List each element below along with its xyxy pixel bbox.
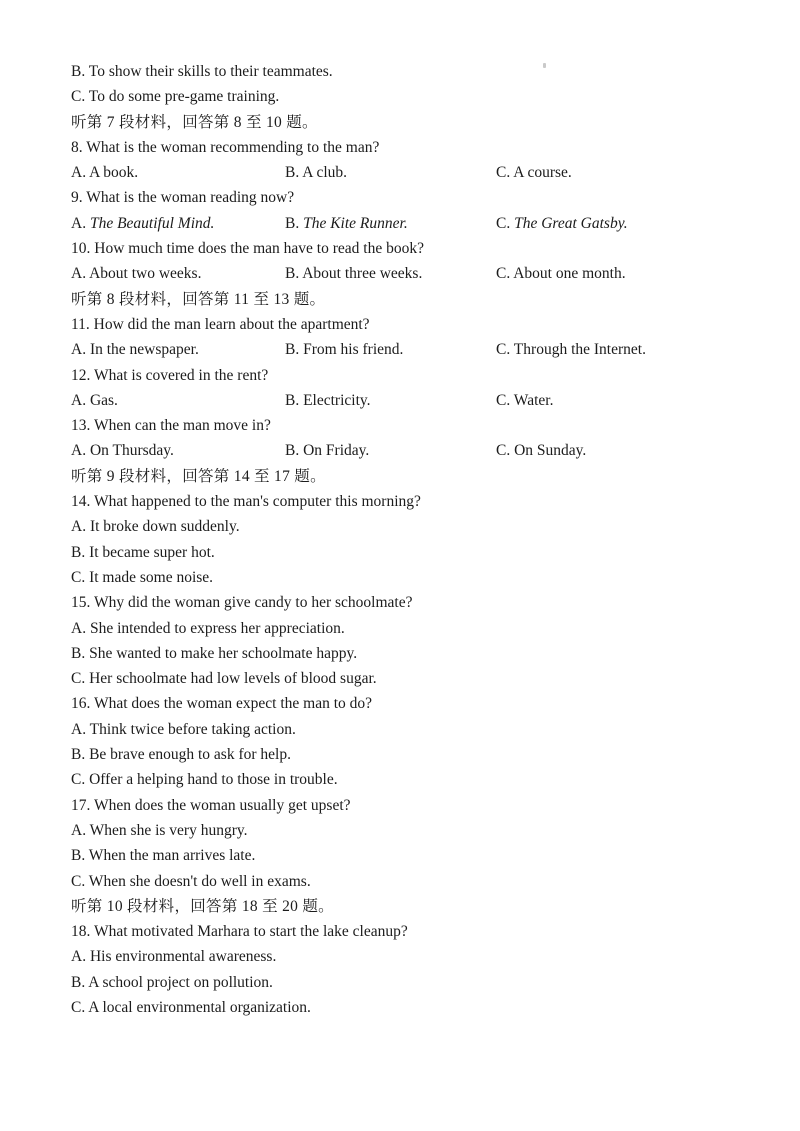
option-label: B. xyxy=(285,214,300,232)
document-body xyxy=(71,59,780,1020)
answer-option-cell: A. In the newspaper. xyxy=(71,341,199,359)
answer-option-cell: A. About two weeks. xyxy=(71,265,202,283)
question-line: 14. What happened to the man's computer this morning? xyxy=(71,493,421,511)
section-instruction: 听第 7 段材料，回答第 8 至 10 题。 xyxy=(71,113,318,131)
answer-options-row xyxy=(71,211,780,236)
answer-option-cell: C. Water. xyxy=(496,391,554,409)
book-title: The Great Gatsby. xyxy=(514,214,628,232)
answer-option-cell: A. A book. xyxy=(71,164,139,182)
answer-option-line: B. She wanted to make her schoolmate happy. xyxy=(71,644,358,662)
answer-option-cell: C. A course. xyxy=(496,164,572,182)
answer-option-cell: C. About one month. xyxy=(496,265,626,283)
answer-option-cell: B. About three weeks. xyxy=(285,265,423,283)
answer-option-cell: B. On Friday. xyxy=(285,442,370,460)
answer-option-cell: A. Gas. xyxy=(71,391,118,409)
answer-option-line: C. A local environmental organization. xyxy=(71,998,311,1016)
question-line: 13. When can the man move in? xyxy=(71,417,271,435)
answer-options-row xyxy=(71,160,780,185)
answer-option-line: A. It broke down suddenly. xyxy=(71,518,240,536)
answer-option-cell xyxy=(71,211,285,236)
option-label: C. xyxy=(496,214,511,232)
answer-option-line: A. When she is very hungry. xyxy=(71,821,248,839)
answer-option-cell: A. On Thursday. xyxy=(71,442,174,460)
book-title: The Kite Runner. xyxy=(303,214,408,232)
question-line: 18. What motivated Marhara to start the lake cleanup? xyxy=(71,923,408,941)
answer-option-cell xyxy=(285,211,496,236)
question-line: 17. When does the woman usually get upset? xyxy=(71,796,351,814)
answer-option-cell: B. From his friend. xyxy=(285,341,404,359)
answer-option-line: A. Think twice before taking action. xyxy=(71,720,296,738)
answer-option-cell: C. On Sunday. xyxy=(496,442,587,460)
answer-options-row xyxy=(71,438,780,463)
answer-option-cell: B. A club. xyxy=(285,164,348,182)
book-title: The Beautiful Mind. xyxy=(89,214,215,232)
question-line: 10. How much time does the man have to read the book? xyxy=(71,240,424,258)
answer-option-line: A. His environmental awareness. xyxy=(71,948,277,966)
section-instruction: 听第 8 段材料，回答第 11 至 13 题。 xyxy=(71,290,326,308)
answer-option-line: B. A school project on pollution. xyxy=(71,973,273,991)
answer-option-line: C. It made some noise. xyxy=(71,568,214,586)
answer-options-row xyxy=(71,261,780,286)
option-label: A. xyxy=(71,214,87,232)
answer-option-line: B. Be brave enough to ask for help. xyxy=(71,746,291,764)
answer-option-line: C. To do some pre-game training. xyxy=(71,88,280,106)
question-line: 15. Why did the woman give candy to her schoolmate? xyxy=(71,594,413,612)
answer-option-line: C. Her schoolmate had low levels of blood sugar. xyxy=(71,670,377,688)
answer-options-row xyxy=(71,388,780,413)
answer-option-line: B. It became super hot. xyxy=(71,543,215,561)
answer-option-cell: C. Through the Internet. xyxy=(496,341,646,359)
answer-option-line: B. When the man arrives late. xyxy=(71,847,256,865)
answer-option-line: A. She intended to express her appreciation. xyxy=(71,619,345,637)
answer-option-cell: B. Electricity. xyxy=(285,391,371,409)
question-line: 12. What is covered in the rent? xyxy=(71,366,269,384)
question-line: 9. What is the woman reading now? xyxy=(71,189,295,207)
question-line: 8. What is the woman recommending to the man? xyxy=(71,138,380,156)
section-instruction: 听第 10 段材料，回答第 18 至 20 题。 xyxy=(71,897,334,915)
answer-option-line: B. To show their skills to their teammates. xyxy=(71,63,333,80)
answer-option-cell xyxy=(496,211,780,236)
question-line: 16. What does the woman expect the man to do? xyxy=(71,695,373,713)
section-instruction: 听第 9 段材料，回答第 14 至 17 题。 xyxy=(71,467,326,485)
question-line: 11. How did the man learn about the apartment? xyxy=(71,315,370,333)
answer-option-line: C. Offer a helping hand to those in trouble. xyxy=(71,771,338,789)
answer-options-row xyxy=(71,337,780,362)
answer-option-line: C. When she doesn't do well in exams. xyxy=(71,872,311,890)
